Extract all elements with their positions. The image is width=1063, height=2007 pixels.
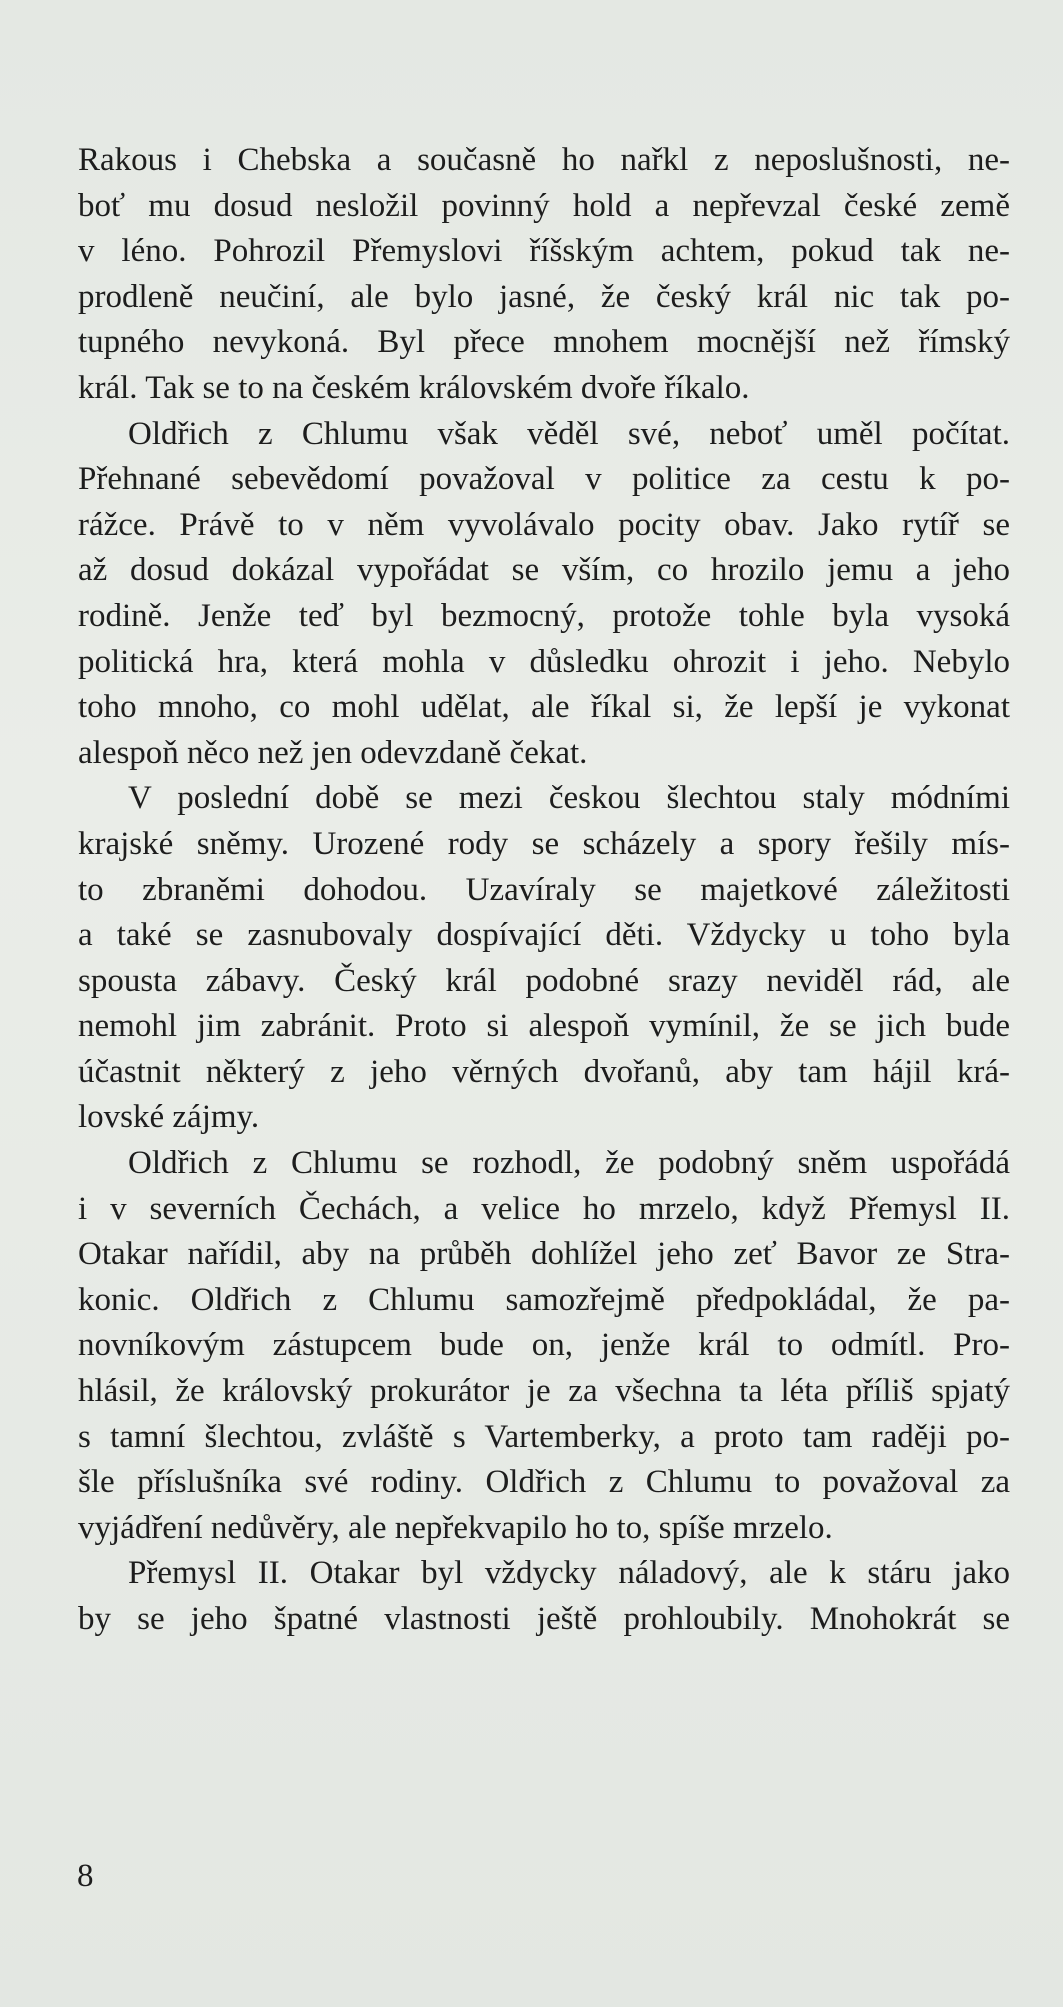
text-line: v léno. Pohrozil Přemyslovi říšským achtem, pokud tak ne- xyxy=(78,233,1010,270)
text-line: Rakous i Chebska a současně ho nařkl z neposlušnosti, ne- xyxy=(78,142,1010,178)
text-line: vyjádření nedůvěry, ale nepřekvapilo ho to, spíše mrzelo. xyxy=(78,1509,833,1546)
text-line: i v severních Čechách, a velice ho mrzelo, když Přemysl II. xyxy=(78,1190,1010,1227)
text-line: účastnit některý z jeho věrných dvořanů, aby tam hájil krá- xyxy=(78,1053,1010,1090)
text-line: spousta zábavy. Český král podobné srazy neviděl rád, ale xyxy=(78,962,1010,999)
text-line: hlásil, že královský prokurátor je za všechna ta léta příliš spjatý xyxy=(78,1373,1010,1410)
text-line: prodleně neučiní, ale bylo jasné, že český král nic tak po- xyxy=(78,278,1010,315)
text-line: Oldřich z Chlumu však věděl své, neboť uměl počítat. xyxy=(128,415,1010,452)
text-line: rodině. Jenže teď byl bezmocný, protože tohle byla vysoká xyxy=(78,597,1010,634)
text-line: lovské zájmy. xyxy=(78,1099,260,1136)
text-line: král. Tak se to na českém královském dvoře říkalo. xyxy=(78,369,750,406)
text-line: až dosud dokázal vypořádat se vším, co hrozilo jemu a jeho xyxy=(78,552,1010,589)
text-line: šle příslušníka své rodiny. Oldřich z Chlumu to považoval za xyxy=(78,1464,1010,1501)
text-line: V poslední době se mezi českou šlechtou staly módními xyxy=(128,780,1010,817)
text-line: nemohl jim zabránit. Proto si alespoň vymínil, že se jich bude xyxy=(78,1008,1010,1045)
text-line: toho mnoho, co mohl udělat, ale říkal si, že lepší je vykonat xyxy=(78,689,1010,726)
text-line: krajské sněmy. Urozené rody se scházely a spory řešily mís- xyxy=(78,825,1010,862)
text-line: politická hra, která mohla v důsledku ohrozit i jeho. Nebylo xyxy=(78,643,1010,680)
text-line: Otakar nařídil, aby na průběh dohlížel jeho zeť Bavor ze Stra- xyxy=(78,1236,1010,1273)
text-line: tupného nevykoná. Byl přece mnohem mocnější než římský xyxy=(78,324,1010,361)
text-line: s tamní šlechtou, zvláště s Vartemberky, a proto tam raději po- xyxy=(78,1418,1010,1455)
text-line: Přemysl II. Otakar byl vždycky náladový, ale k stáru jako xyxy=(128,1555,1010,1592)
text-line: Přehnané sebevědomí považoval v politice za cestu k po- xyxy=(78,461,1010,498)
text-line: to zbraněmi dohodou. Uzavíraly se majetkové záležitosti xyxy=(78,871,1010,908)
page-number: 8 xyxy=(77,1858,94,1894)
text-line: novníkovým zástupcem bude on, jenže král to odmítl. Pro- xyxy=(78,1327,1010,1364)
body-text xyxy=(78,138,1010,1643)
text-line: rážce. Právě to v něm vyvolávalo pocity obav. Jako rytíř se xyxy=(78,506,1010,543)
text-line: boť mu dosud nesložil povinný hold a nepřevzal české země xyxy=(78,187,1010,224)
text-line: alespoň něco než jen odevzdaně čekat. xyxy=(78,734,588,771)
text-line: by se jeho špatné vlastnosti ještě prohloubily. Mnohokrát se xyxy=(78,1601,1010,1637)
text-line: Oldřich z Chlumu se rozhodl, že podobný sněm uspořádá xyxy=(128,1145,1010,1182)
text-line: konic. Oldřich z Chlumu samozřejmě předpokládal, že pa- xyxy=(78,1281,1010,1318)
text-line: a také se zasnubovaly dospívající děti. Vždycky u toho byla xyxy=(78,917,1010,954)
